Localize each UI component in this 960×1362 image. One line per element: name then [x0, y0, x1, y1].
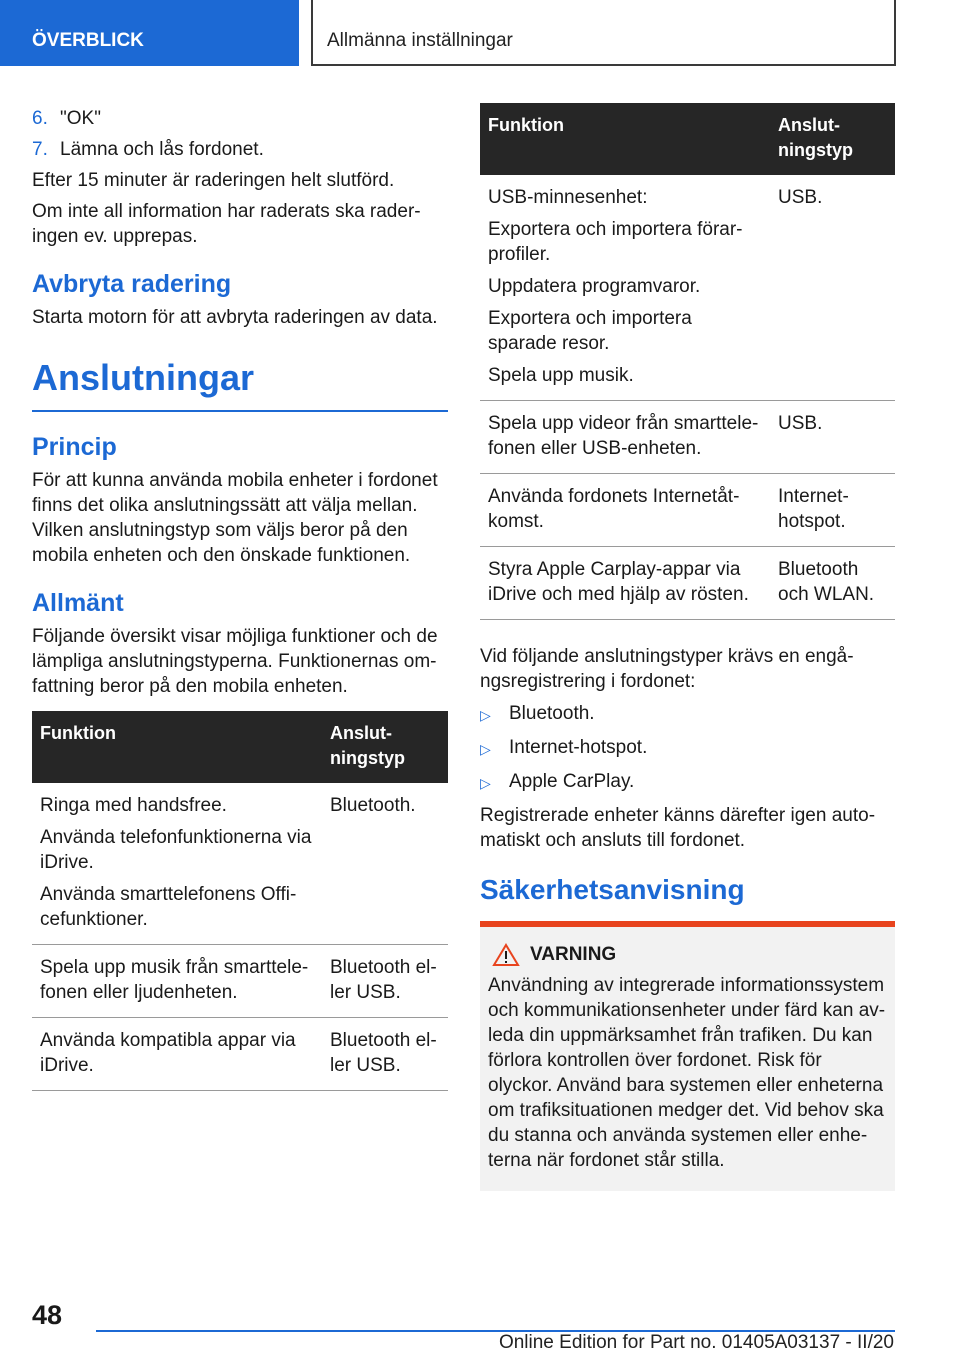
- function-text: Använda kompatibla appar via iDrive.: [40, 1030, 296, 1076]
- function-cell: [32, 783, 322, 945]
- function-text: USB-minnesenhet:: [488, 187, 648, 208]
- tab-general-settings[interactable]: Allmänna inställningar: [311, 0, 896, 66]
- function-text: Använda smarttelefonens Officefunktioner.: [40, 884, 297, 930]
- step-item: [32, 106, 448, 131]
- column-header-function: Funktion: [480, 103, 770, 175]
- function-table: [480, 103, 895, 620]
- warning-text: Användning av integrerade informationssystem och kommunikationsenheter under färd kan avleda din uppmärksamhet från trafiken. Du kan förlora kontrollen över fordonet. Risk för olyckor. Använd bara systemen eller enheterna om trafiksituationen medger det. Vid behov ska du stanna och använda systemen eller enheterna när fordonet står stilla.: [488, 975, 886, 1171]
- column-header-type: Anslutningstyp: [770, 103, 895, 175]
- type-cell: Bluetooth.: [322, 783, 448, 945]
- warning-box: [480, 921, 895, 1191]
- type-cell: Bluetooth eller USB.: [322, 945, 448, 1018]
- list-item-text: Internet-hotspot.: [509, 737, 648, 758]
- paragraph: Följande översikt visar möjliga funktioner och de lämpliga anslutningstyperna. Funktionernas omfattning beror på den mobila enheten.: [32, 626, 438, 697]
- warning-title-row: [488, 943, 887, 967]
- table-row: [480, 547, 895, 620]
- general-heading: Allmänt: [32, 589, 124, 617]
- list-item: [480, 735, 895, 762]
- paragraph: Registrerade enheter känns därefter igen automatiskt och ansluts till fordonet.: [480, 805, 876, 851]
- function-text: Styra Apple Carplay-appar via iDrive och med hjälp av rösten.: [488, 559, 749, 605]
- triangle-bullet-icon: ▷: [480, 707, 491, 723]
- step-number: 6.: [32, 108, 48, 129]
- connection-type-list: [480, 701, 895, 796]
- right-column: [480, 103, 895, 1191]
- function-table: [32, 711, 448, 1091]
- left-column: [32, 100, 448, 1091]
- table-header-row: [480, 103, 895, 175]
- table-row: [480, 401, 895, 474]
- list-item-text: Apple CarPlay.: [509, 771, 635, 792]
- cancel-heading: Avbryta radering: [32, 270, 232, 298]
- table-row: [32, 1018, 448, 1091]
- tab-overview[interactable]: ÖVERBLICK: [0, 0, 299, 66]
- function-text: Använda telefonfunktionerna via iDrive.: [40, 827, 312, 873]
- function-text: Använda fordonets Internetåtkomst.: [488, 486, 740, 532]
- warning-title: VARNING: [530, 944, 617, 965]
- paragraph: Starta motorn för att avbryta raderingen av data.: [32, 307, 438, 328]
- function-text: Uppdatera programvaror.: [488, 276, 701, 297]
- table-row: [32, 783, 448, 945]
- paragraph: Efter 15 minuter är raderingen helt slutförd.: [32, 170, 395, 191]
- page-number: 48: [32, 1300, 63, 1330]
- footer-edition: Online Edition for Part no. 01405A03137 - II/20: [498, 1332, 894, 1353]
- function-cell: [32, 945, 322, 1018]
- type-cell: Internethotspot.: [770, 474, 895, 547]
- column-header-type: Anslutningstyp: [322, 711, 448, 783]
- connections-heading: Anslutningar: [32, 356, 448, 412]
- step-number: 7.: [32, 139, 48, 160]
- function-cell: [480, 474, 770, 547]
- column-header-function: Funktion: [32, 711, 322, 783]
- type-cell: USB.: [770, 401, 895, 474]
- list-item-text: Bluetooth.: [509, 703, 595, 724]
- function-text: Ringa med handsfree.: [40, 795, 227, 816]
- type-cell: Bluetooth eller USB.: [322, 1018, 448, 1091]
- function-cell: [32, 1018, 322, 1091]
- function-cell: [480, 547, 770, 620]
- paragraph: Om inte all information har raderats ska raderingen ev. upprepas.: [32, 201, 421, 247]
- triangle-bullet-icon: ▷: [480, 741, 491, 757]
- type-cell: USB.: [770, 175, 895, 401]
- step-item: [32, 137, 448, 162]
- step-text: Lämna och lås fordonet.: [60, 139, 264, 160]
- function-text: Spela upp musik från smarttelefonen eller ljudenheten.: [40, 957, 309, 1003]
- list-item: [480, 701, 895, 728]
- function-text: Spela upp musik.: [488, 365, 634, 386]
- function-cell: [480, 401, 770, 474]
- table-row: [480, 175, 895, 401]
- safety-heading: Säkerhetsanvisning: [480, 874, 745, 905]
- type-cell: Bluetooth och WLAN.: [770, 547, 895, 620]
- list-item: [480, 769, 895, 796]
- step-text: "OK": [60, 108, 101, 129]
- function-text: Exportera och importera förarprofiler.: [488, 219, 743, 265]
- triangle-bullet-icon: ▷: [480, 775, 491, 791]
- paragraph: För att kunna använda mobila enheter i fordonet finns det olika anslutningssätt att välja mellan. Vilken anslutningstyp som väljs beror på den mobila enheten och den önskade funktionen.: [32, 470, 438, 566]
- function-cell: [480, 175, 770, 401]
- function-text: Exportera och importera sparade resor.: [488, 308, 692, 354]
- page-header: [0, 0, 960, 66]
- table-header-row: [32, 711, 448, 783]
- principle-heading: Princip: [32, 433, 117, 461]
- table-row: [32, 945, 448, 1018]
- paragraph: Vid följande anslutningstyper krävs en engångsregistrering i fordonet:: [480, 646, 854, 692]
- function-text: Spela upp videor från smarttelefonen eller USB-enheten.: [488, 413, 759, 459]
- table-row: [480, 474, 895, 547]
- warning-triangle-icon: [492, 943, 520, 967]
